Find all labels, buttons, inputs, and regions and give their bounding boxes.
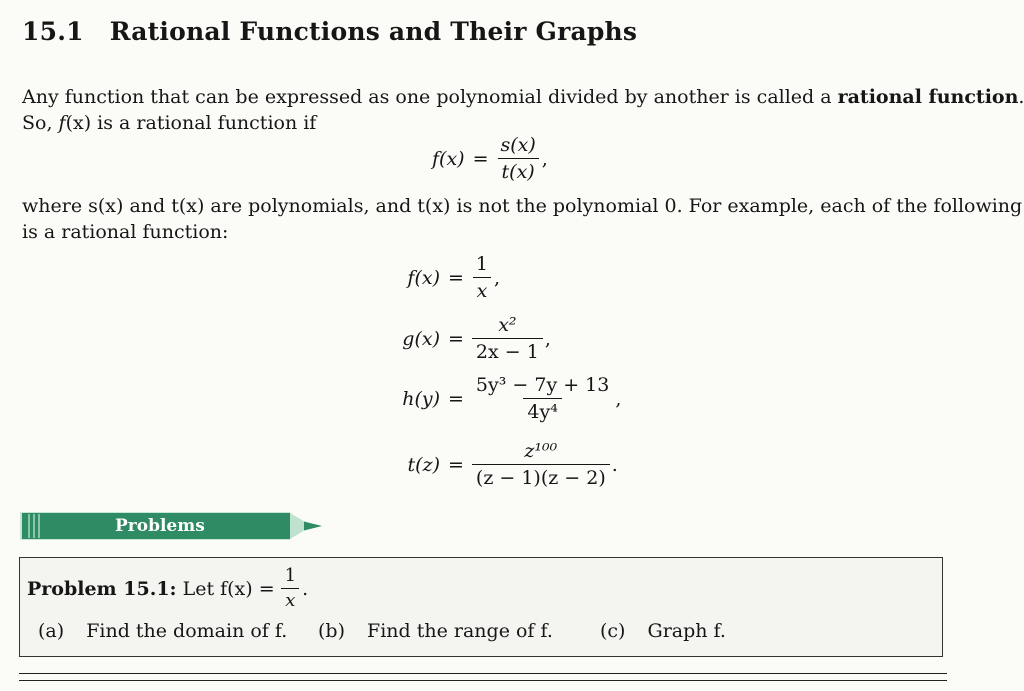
intro-line-1 — [22, 84, 1024, 110]
example-numerator: z¹⁰⁰ — [524, 440, 558, 462]
rational-function-term: rational function — [837, 86, 1019, 108]
example-lhs: h(y) — [402, 387, 440, 410]
problem-lead: Let f(x) = — [182, 577, 275, 600]
intro-so: So, — [22, 112, 59, 134]
example-denominator: 4y⁴ — [523, 398, 561, 423]
problem-denominator: x — [281, 588, 299, 611]
example-tail: , — [544, 327, 551, 350]
definition-numerator: s(x) — [500, 134, 536, 156]
example-tail: , — [494, 266, 501, 289]
example-numerator: 5y³ − 7y + 13 — [475, 374, 610, 396]
intro-func-name: f — [58, 112, 66, 134]
bottom-rule — [19, 673, 947, 674]
problem-title: Problem 15.1: — [27, 577, 177, 600]
part-text: Find the domain of f. — [86, 620, 288, 642]
equals-sign: = — [448, 453, 464, 476]
pencil-lead-tip — [304, 522, 322, 531]
problem-numerator: 1 — [284, 565, 297, 586]
example-lhs: t(z) — [407, 453, 440, 476]
definition-fraction — [497, 134, 540, 183]
part-label: (a) — [38, 620, 65, 642]
bottom-rule — [19, 680, 947, 681]
example-numerator: x² — [498, 314, 517, 336]
intro-line-2 — [22, 110, 947, 136]
intro-line2-end: is a rational function if — [91, 112, 317, 134]
section-number: 15.1 — [22, 17, 84, 46]
definition-equation — [432, 134, 548, 183]
definition-denominator: t(x) — [498, 158, 539, 183]
example-equation — [388, 253, 500, 302]
problem-part-b — [318, 620, 553, 642]
example-fraction — [472, 374, 613, 423]
example-lhs: g(x) — [402, 327, 440, 350]
example-denominator: x — [473, 277, 492, 302]
problems-banner-label: Problems — [115, 516, 205, 536]
example-tail: . — [611, 453, 618, 476]
intro-text: Any function that can be expressed as one polynomial divided by another is called a — [22, 86, 838, 108]
example-lhs: f(x) — [407, 266, 440, 289]
problem-statement — [27, 566, 308, 611]
example-numerator: 1 — [475, 253, 489, 275]
example-fraction — [472, 440, 610, 489]
intro-period: . — [1018, 86, 1024, 108]
equals-sign: = — [448, 327, 464, 350]
example-denominator: (z − 1)(z − 2) — [472, 464, 610, 489]
part-text: Find the range of f. — [367, 620, 553, 642]
part-label: (b) — [318, 620, 345, 642]
problem-fraction — [281, 566, 300, 611]
equals-sign: = — [472, 147, 489, 170]
example-fraction — [472, 314, 543, 363]
example-denominator: 2x − 1 — [472, 338, 543, 363]
section-heading — [22, 17, 637, 46]
part-label: (c) — [600, 620, 626, 642]
example-tail: , — [615, 387, 622, 410]
equals-sign: = — [448, 387, 464, 410]
problem-part-c — [600, 620, 726, 642]
problem-part-a — [38, 620, 287, 642]
definition-tail: , — [541, 147, 548, 170]
example-equation — [388, 374, 621, 423]
equals-sign: = — [448, 266, 464, 289]
example-equation — [388, 314, 551, 363]
example-fraction — [472, 253, 492, 302]
part-text: Graph f. — [647, 620, 726, 642]
where-line-1: where s(x) and t(x) are polynomials, and t(x) is not the polynomial 0. For example, each of the following — [22, 195, 1023, 217]
problem-tail: . — [302, 577, 309, 600]
pencil-eraser-end — [22, 513, 50, 539]
intro-func-arg: (x) — [65, 112, 92, 134]
section-title: Rational Functions and Their Graphs — [109, 17, 638, 46]
definition-lhs: f(x) — [432, 147, 465, 170]
example-equation — [388, 440, 618, 489]
where-line-2: is a rational function: — [22, 221, 229, 243]
